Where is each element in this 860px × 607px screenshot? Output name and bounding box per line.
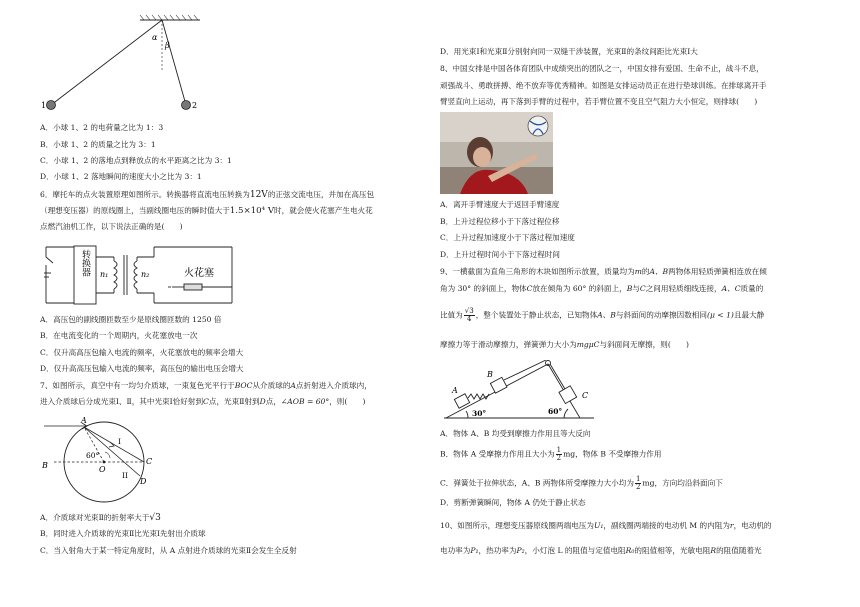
beam-1-label: I bbox=[118, 437, 121, 446]
ball-2-label: 2 bbox=[192, 101, 198, 110]
ball-2 bbox=[182, 101, 191, 110]
block-b-label: B bbox=[487, 370, 493, 379]
q9-option-d: D．剪断弹簧瞬间，物体 A 仍处于静止状态 bbox=[440, 498, 586, 507]
q8-option-a: A．离开手臂速度大于返回手臂速度 bbox=[440, 200, 560, 209]
spark-plug-label: 火花塞 bbox=[184, 268, 214, 279]
q8-line-3: 臂竖直向上运动，再下落到手臂的过程中，若手臂位置不变且空气阻力大小恒定，则排球( ) bbox=[440, 97, 758, 106]
point-b-label: B bbox=[42, 461, 48, 470]
q8-line-1: 8、中国女排是中国各体育团队中成绩突出的团队之一，中国女排有爱国、生命不止，战斗不息， bbox=[440, 64, 764, 73]
q9-option-a: A．物体 A、B 均受到摩擦力作用且等大反向 bbox=[440, 429, 591, 438]
q7-option-a: A．介质球对光束Ⅱ的折射率大于√3 bbox=[40, 513, 161, 523]
q5-option-a: A．小球 1、2 的电荷量之比为 1：3 bbox=[40, 123, 164, 132]
q9-line-1: 9、一横截面为直角三角形的木块如图所示放置，质量均为m的A、B两物体用轻质弹簧相连放在倾 bbox=[440, 267, 767, 276]
point-c-label: C bbox=[146, 457, 153, 466]
block-c bbox=[559, 386, 577, 404]
q6-option-c: C．仅升高高压包输入电流的频率，火花塞放电的频率会增大 bbox=[40, 348, 244, 357]
q5-option-d: D．小球 1、2 落地瞬间的速度大小之比为 3：1 bbox=[40, 172, 202, 181]
q9-line-4: 摩擦力等于滑动摩擦力，弹簧弹力大小为mgμC与斜面间无摩擦，则( ) bbox=[440, 340, 689, 349]
angle-30-label: 30° bbox=[472, 409, 487, 418]
q6-option-d: D．仅升高高压包输入电流的频率，高压包的输出电压会增大 bbox=[40, 364, 244, 373]
block-a-label: A bbox=[452, 386, 458, 395]
q9-line-3: 比值为 $\frac{√3}{4}$ ，整个装置处于静止状态，已知物体A、B与斜面间的动摩擦因数相同(μ < 1)且最大静 bbox=[440, 307, 765, 323]
q5-option-c: C．小球 1、2 的落地点到释放点的水平距离之比为 3：1 bbox=[40, 156, 232, 165]
q9-option-c: C．弹簧处于拉伸状态，A、B 两物体所受摩擦力大小均为 $\frac{1}{2}$ mg，方向均沿斜面向下 bbox=[440, 475, 723, 491]
q8-option-c: C．上升过程加速度小于下落过程加速度 bbox=[440, 233, 575, 242]
figure-medium-sphere bbox=[40, 412, 200, 504]
q10-line-2: 电功率为P₁，热功率为P₂，小灯泡 L 的阻值与定值电阻R₀的阻值相等，光敏电阻R的阻值随着光 bbox=[440, 546, 762, 555]
volleyball-icon bbox=[528, 116, 548, 136]
block-a bbox=[454, 394, 469, 408]
q5-option-b: B．小球 1、2 的质量之比为 3：1 bbox=[40, 140, 156, 149]
figure-incline-blocks bbox=[444, 360, 604, 422]
beam-2-label: II bbox=[122, 471, 128, 480]
q6-line-1: 6．摩托车的点火装置原理如图所示。转换器将直流电压转换为12V的正弦交流电压，并加在高压包 bbox=[40, 190, 375, 200]
block-c-label: C bbox=[582, 391, 589, 400]
q7-line-2: 进入介质球后分成光束Ⅰ、Ⅱ，其中光束Ⅰ恰好射到C点，光束Ⅱ射到D点，∠AOB = 60°，则( ) bbox=[40, 397, 366, 406]
q7-option-b: B．同时进入介质球的光束Ⅱ比光束Ⅰ先射出介质球 bbox=[40, 529, 206, 538]
q8-line-2: 顽强战斗、勇敢拼搏、绝不放弃等优秀精神。如图是女排运动员正在进行垫球训练。在排球离开手 bbox=[440, 81, 767, 90]
volleyball-player-photo bbox=[440, 112, 553, 194]
figure-charged-balls bbox=[40, 12, 240, 112]
q7-option-c: C．当入射角大于某一特定角度时，从 A 点射进介质球的光束Ⅱ会发生全反射 bbox=[40, 546, 297, 555]
point-a-label: A bbox=[81, 416, 87, 425]
n1-label: n₁ bbox=[100, 270, 109, 279]
q10-line-1: 10、如图所示，理想变压器原线圈两端电压为U₁，副线圈两端接的电动机 M 的内阻为r，电动机的 bbox=[440, 521, 772, 530]
angle-60-label: 60° bbox=[548, 407, 563, 416]
n2-label: n₂ bbox=[141, 270, 150, 279]
figure-ignition-circuit bbox=[44, 243, 234, 313]
point-d-label: D bbox=[140, 477, 147, 486]
q9-option-b: B．物体 A 受摩擦力作用且大小为 $\frac{1}{2}$ mg，物体 B 不受摩擦力作用 bbox=[440, 446, 662, 462]
q7-line-1: 7、如图所示，真空中有一均匀介质球，一束复色光平行于BOC从介质球的A点折射进入介质球内， bbox=[40, 381, 372, 390]
q8-option-b: B．上升过程位移小于下落过程位移 bbox=[440, 217, 560, 226]
ball-1-label: 1 bbox=[41, 101, 47, 110]
q8-option-d: D．上升过程时间小于下落过程时间 bbox=[440, 250, 560, 259]
q7-option-d: D．用光束Ⅰ和光束Ⅱ分别射向同一双缝干涉装置，光束Ⅱ的条纹间距比光束Ⅰ大 bbox=[440, 47, 698, 56]
point-o-label: O bbox=[99, 465, 106, 474]
q6-line-2: （理想变压器）的原线圈上，当副线圈电压的瞬时值大于1.5×10⁴ V时，就会使火花塞产生电火花 bbox=[40, 206, 373, 216]
q6-line-3: 点燃汽油机工作，以下说法正确的是( ) bbox=[40, 222, 183, 231]
angle-60-label: 60° bbox=[86, 451, 100, 460]
ball-1 bbox=[47, 101, 56, 110]
q6-option-a: A．高压包的副线圈匝数至少是原线圈匝数的 1250 倍 bbox=[40, 315, 222, 324]
angle-alpha: α bbox=[152, 33, 158, 42]
q6-option-b: B．在电流变化的一个周期内，火花塞放电一次 bbox=[40, 331, 198, 340]
converter-label: 转换器 bbox=[80, 249, 90, 277]
q9-line-2: 角为 30° 的斜面上，物体C放在倾角为 60° 的斜面上，B与C之间用轻质细线连接，A、C质量的 bbox=[440, 284, 764, 293]
angle-beta: β bbox=[165, 41, 170, 50]
